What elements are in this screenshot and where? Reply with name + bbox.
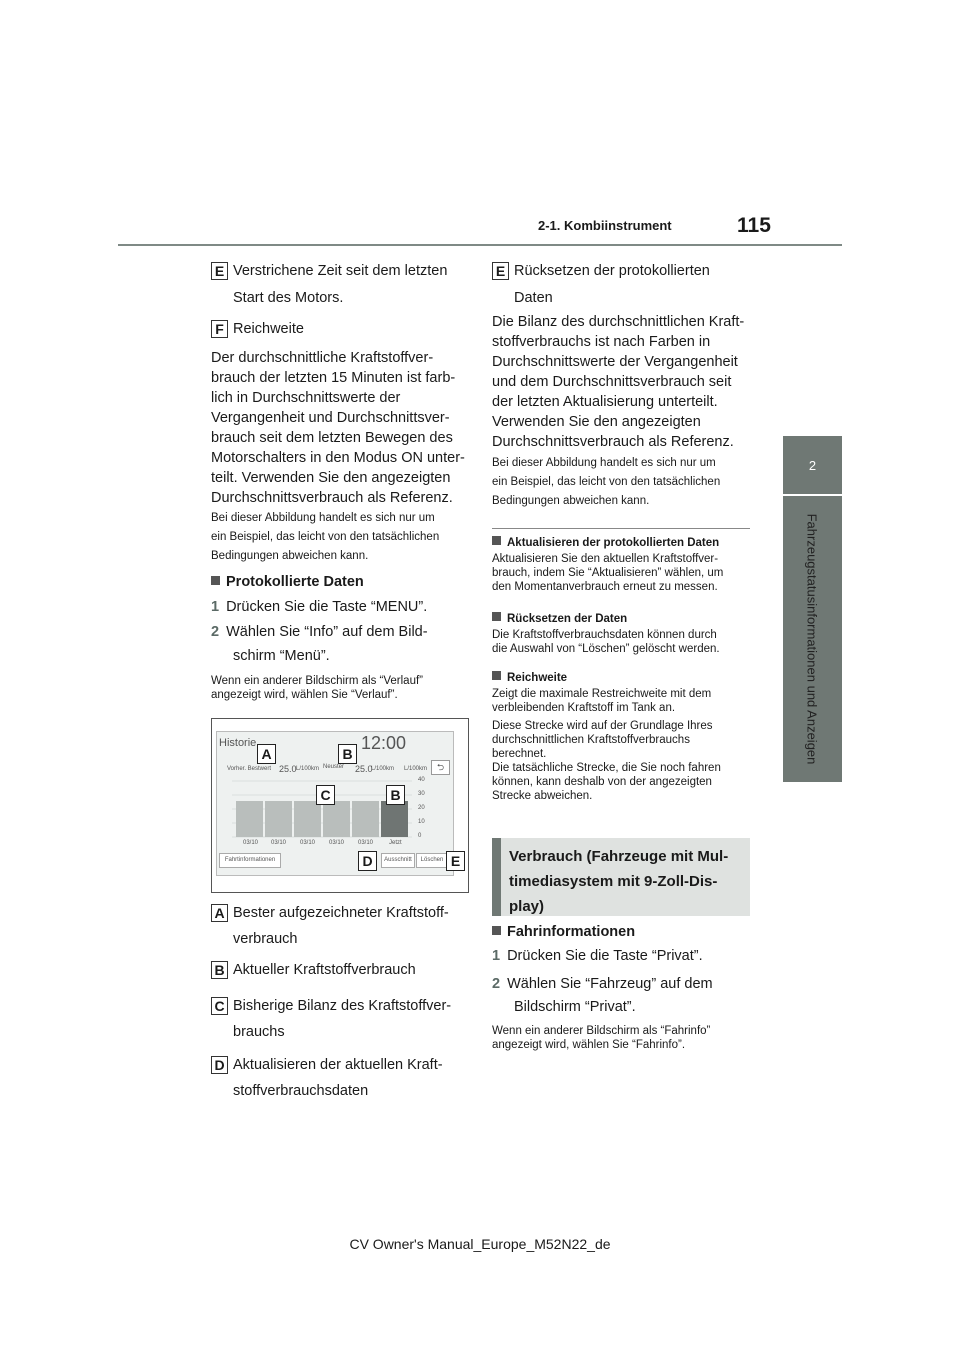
note-line: Bedingungen abweichen kann. bbox=[211, 550, 369, 562]
label-box-d: D bbox=[211, 1056, 228, 1074]
right-step-2 bbox=[492, 974, 713, 994]
right-paragraph bbox=[492, 312, 750, 452]
section-heading-box bbox=[492, 838, 750, 916]
legend-text: Aktueller Kraftstoffverbrauch bbox=[233, 962, 416, 978]
legend-a-line2: verbrauch bbox=[233, 931, 298, 947]
note-line: Bei dieser Abbildung handelt es sich nur um bbox=[211, 512, 435, 524]
screen-time: 12:00 bbox=[361, 733, 407, 753]
label-box-a: A bbox=[211, 904, 228, 922]
sub-line: Die tatsächliche Strecke, die Sie noch fahren bbox=[492, 762, 721, 774]
right-item-e-line2: Daten bbox=[514, 290, 553, 306]
sub-heading: Reichweite bbox=[492, 671, 750, 685]
note-line: angezeigt wird, wählen Sie “Fahrinfo”. bbox=[492, 1039, 686, 1051]
sub-line: Strecke abweichen. bbox=[492, 790, 593, 802]
right-note bbox=[492, 454, 750, 511]
legend-text: Aktualisieren der aktuellen Kraft- bbox=[233, 1057, 443, 1073]
left-step-2-line2: schirm “Menü”. bbox=[233, 648, 330, 664]
page-number: 115 bbox=[737, 214, 771, 237]
para-line: teilt. Verwenden Sie den angezeigten bbox=[211, 470, 451, 486]
chart-bar-history bbox=[236, 801, 263, 837]
para-line: lich in Durchschnittswerte der bbox=[211, 390, 401, 406]
right-step-1 bbox=[492, 946, 703, 966]
date-tick: 03/10 bbox=[329, 840, 345, 846]
y-tick: 10 bbox=[418, 819, 425, 825]
back-button[interactable]: ⮌ bbox=[431, 760, 450, 775]
step-number: 1 bbox=[211, 599, 220, 615]
legend-text: Bisherige Bilanz des Kraftstoffver- bbox=[233, 998, 452, 1014]
chapter-tab-label: Fahrzeugstatusinformationen und Anzeigen bbox=[804, 513, 820, 765]
chapter-tab-number: 2 bbox=[783, 436, 842, 494]
date-tick: 03/10 bbox=[358, 840, 374, 846]
date-tick: 03/10 bbox=[300, 840, 316, 846]
para-line: Durchschnittsverbrauch als Referenz. bbox=[211, 490, 453, 506]
sub-aktualisieren bbox=[492, 536, 750, 594]
step-number: 2 bbox=[492, 976, 501, 992]
note-line: Bei dieser Abbildung handelt es sich nur um bbox=[492, 457, 716, 469]
step-number: 2 bbox=[211, 624, 220, 640]
para-line: Durchschnittsverbrauch als Referenz. bbox=[492, 434, 734, 450]
label-box-b: B bbox=[211, 961, 228, 979]
para-line: der letzten Aktualisierung unterteilt. bbox=[492, 394, 718, 410]
chart-bar-history bbox=[352, 801, 379, 837]
left-item-f bbox=[211, 319, 304, 339]
item-text: Rücksetzen der protokollierten bbox=[514, 263, 710, 279]
note-line: Bedingungen abweichen kann. bbox=[492, 495, 650, 507]
callout-b-current: B bbox=[386, 785, 405, 805]
para-line: Der durchschnittliche Kraftstoffver- bbox=[211, 350, 434, 366]
left-note-2 bbox=[211, 674, 473, 702]
sub-reichweite bbox=[492, 671, 750, 803]
y-tick: 30 bbox=[418, 791, 425, 797]
heading-protokollierte-daten: Protokollierte Daten bbox=[211, 572, 364, 592]
latest-label: Neuster bbox=[323, 764, 345, 770]
legend-text: Bester aufgezeichneter Kraftstoff- bbox=[233, 905, 449, 921]
y-tick: 0 bbox=[418, 833, 422, 839]
date-tick: 03/10 bbox=[243, 840, 259, 846]
latest-unit: L/100km bbox=[371, 766, 395, 772]
left-step-2 bbox=[211, 622, 428, 642]
note-line: ein Beispiel, das leicht von den tatsächlichen bbox=[492, 476, 721, 488]
step-text: Drücken Sie die Taste “MENU”. bbox=[226, 599, 428, 615]
note-line: angezeigt wird, wählen Sie “Verlauf”. bbox=[211, 689, 398, 701]
sub-line: Zeigt die maximale Restreichweite mit dem bbox=[492, 688, 712, 700]
chart-bar-history bbox=[265, 801, 292, 837]
section-title: 2-1. Kombiinstrument bbox=[538, 218, 672, 233]
left-item-e bbox=[211, 261, 447, 281]
para-line: Motorschalters in den Modus ON unter- bbox=[211, 450, 465, 466]
sub-line: verbleibenden Kraftstoff im Tank an. bbox=[492, 702, 676, 714]
sub-heading: Rücksetzen der Daten bbox=[492, 612, 750, 626]
para-line: Verwenden Sie den angezeigten bbox=[492, 414, 701, 430]
legend-a bbox=[211, 903, 449, 923]
legend-d bbox=[211, 1055, 443, 1075]
right-note-2 bbox=[492, 1024, 750, 1052]
item-text: Verstrichene Zeit seit dem letzten bbox=[233, 263, 448, 279]
callout-e: E bbox=[446, 851, 465, 871]
y-tick: 40 bbox=[418, 777, 425, 783]
sub-line: brauch, indem Sie “Aktualisieren” wählen, um bbox=[492, 567, 724, 579]
legend-d-line2: stoffverbrauchsdaten bbox=[233, 1083, 369, 1099]
sub-line: Aktualisieren Sie den aktuellen Kraftstoffver- bbox=[492, 553, 719, 565]
footer-manual-id: CV Owner's Manual_Europe_M52N22_de bbox=[349, 1236, 611, 1252]
step-text: Wählen Sie “Fahrzeug” auf dem bbox=[507, 976, 713, 992]
left-paragraph bbox=[211, 348, 473, 508]
legend-c-line2: brauchs bbox=[233, 1024, 285, 1040]
para-line: stoffverbrauchs ist nach Farben in bbox=[492, 334, 711, 350]
box-heading-line: Verbrauch (Fahrzeuge mit Mul- bbox=[509, 848, 729, 865]
callout-d: D bbox=[358, 851, 377, 871]
sub-line: die Auswahl von “Löschen” gelöscht werden. bbox=[492, 643, 720, 655]
label-box-e: E bbox=[492, 262, 509, 280]
step-number: 1 bbox=[492, 948, 501, 964]
legend-c bbox=[211, 996, 451, 1016]
y-tick: 20 bbox=[418, 805, 425, 811]
callout-c: C bbox=[316, 785, 335, 805]
date-tick: Jetzt bbox=[389, 840, 402, 846]
box-heading-line: timediasystem mit 9-Zoll-Dis- bbox=[509, 873, 718, 890]
left-step-1 bbox=[211, 597, 427, 617]
right-item-e bbox=[492, 261, 710, 281]
sub-line: Die Kraftstoffverbrauchsdaten können durch bbox=[492, 629, 717, 641]
section-divider bbox=[492, 528, 750, 529]
axis-unit: L/100km bbox=[404, 766, 428, 772]
callout-b: B bbox=[338, 744, 357, 764]
box-heading-line: play) bbox=[509, 898, 545, 915]
date-tick: 03/10 bbox=[271, 840, 287, 846]
sub-line: den Momentanverbrauch erneut zu messen. bbox=[492, 581, 718, 593]
para-line: Vergangenheit und Durchschnittsver- bbox=[211, 410, 450, 426]
delete-button[interactable]: Löschen bbox=[416, 853, 448, 868]
label-box-c: C bbox=[211, 997, 228, 1015]
best-value: 25.0 bbox=[279, 764, 297, 774]
best-unit: L/100km bbox=[296, 766, 320, 772]
item-text: Reichweite bbox=[233, 321, 304, 337]
right-step-2-line2: Bildschirm “Privat”. bbox=[514, 999, 636, 1015]
left-note bbox=[211, 509, 473, 566]
chart-bar-current bbox=[381, 801, 408, 837]
header-divider bbox=[118, 244, 842, 246]
label-box-e: E bbox=[211, 262, 228, 280]
sub-line: Diese Strecke wird auf der Grundlage Ihres bbox=[492, 720, 713, 732]
note-line: Wenn ein anderer Bildschirm als “Verlauf” bbox=[211, 675, 423, 687]
callout-a: A bbox=[257, 744, 276, 764]
update-button[interactable]: Ausschnitt bbox=[381, 853, 415, 868]
sub-ruecksetzen bbox=[492, 612, 750, 656]
note-line: Wenn ein anderer Bildschirm als “Fahrinfo” bbox=[492, 1025, 711, 1037]
para-line: brauch seit dem letzten Bewegen des bbox=[211, 430, 453, 446]
sub-line: durchschnittlichen Kraftstoffverbrauchs bbox=[492, 734, 690, 746]
sub-line: berechnet. bbox=[492, 748, 547, 760]
para-line: Durchschnittswerte der Vergangenheit bbox=[492, 354, 738, 370]
chart-bar-history bbox=[294, 801, 321, 837]
note-line: ein Beispiel, das leicht von den tatsächlichen bbox=[211, 531, 440, 543]
trip-info-button[interactable]: Fahrtinformationen bbox=[219, 853, 281, 868]
best-label: Vorher. Bestwert bbox=[227, 766, 272, 772]
screen-title: Historie bbox=[219, 737, 257, 749]
sub-heading: Aktualisieren der protokollierten Daten bbox=[492, 536, 750, 550]
label-box-f: F bbox=[211, 320, 228, 338]
latest-value: 25.0 bbox=[355, 764, 373, 774]
heading-fahrinformationen: Fahrinformationen bbox=[492, 922, 635, 942]
para-line: brauch der letzten 15 Minuten ist farb- bbox=[211, 370, 456, 386]
step-text: Drücken Sie die Taste “Privat”. bbox=[507, 948, 703, 964]
para-line: Die Bilanz des durchschnittlichen Kraft- bbox=[492, 314, 745, 330]
chart-bar-history bbox=[323, 801, 350, 837]
sub-line: können, kann deshalb von der angezeigten bbox=[492, 776, 712, 788]
left-item-e-line2: Start des Motors. bbox=[233, 290, 344, 306]
step-text: Wählen Sie “Info” auf dem Bild- bbox=[226, 624, 428, 640]
legend-b bbox=[211, 960, 416, 980]
para-line: und dem Durchschnittsverbrauch seit bbox=[492, 374, 732, 390]
